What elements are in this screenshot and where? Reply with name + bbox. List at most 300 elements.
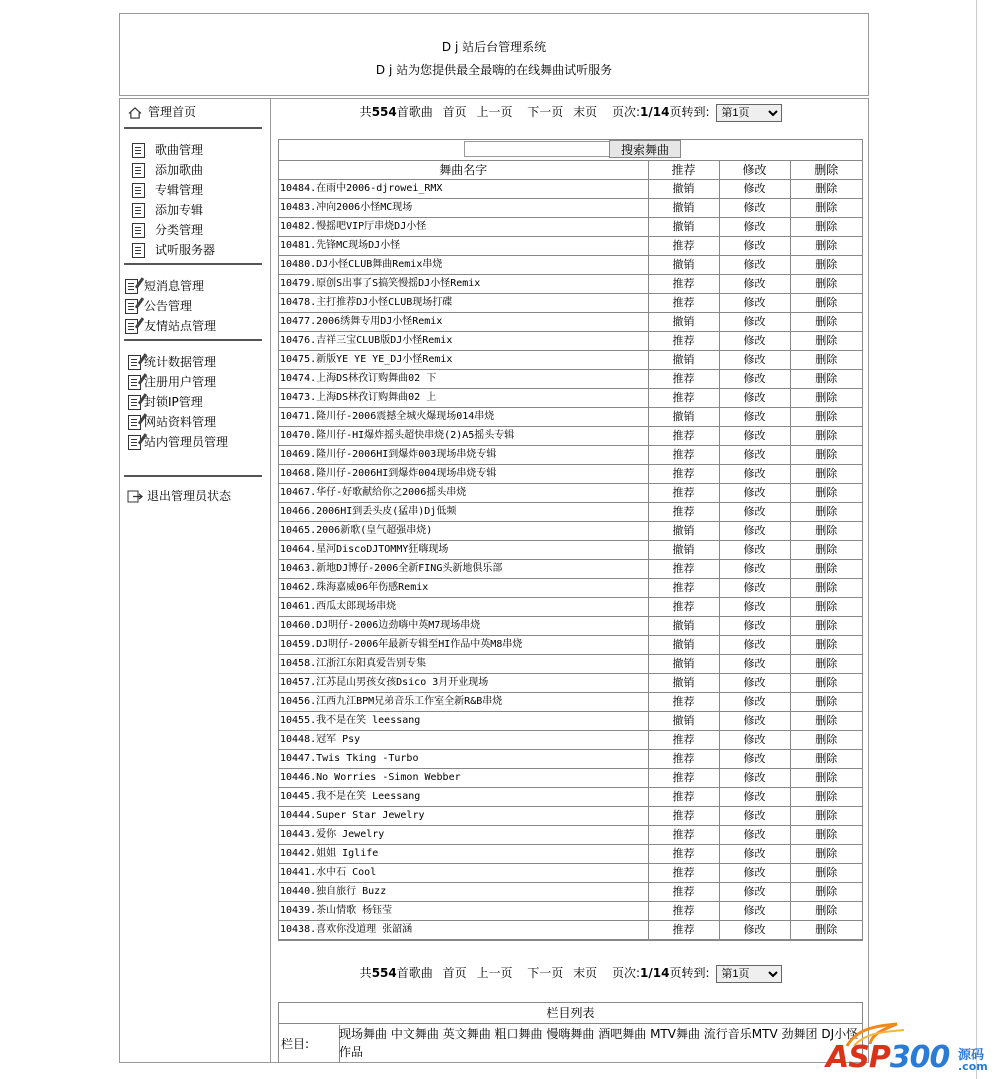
category-item[interactable]: 酒吧舞曲	[598, 1027, 647, 1041]
pager-top	[271, 103, 868, 122]
goto-label: 页转到:	[669, 966, 710, 980]
delete-link[interactable]: 删除	[790, 503, 862, 522]
song-table	[279, 161, 862, 940]
edit-link[interactable]: 修改	[719, 332, 790, 351]
sidebar-item-statistics[interactable]	[128, 353, 216, 370]
table-row	[279, 712, 862, 731]
delete-link[interactable]: 删除	[790, 807, 862, 826]
song-name-link[interactable]: 10463.新地DJ博仔-2006全新FING头新地俱乐部	[279, 560, 648, 579]
delete-link[interactable]: 删除	[790, 541, 862, 560]
table-row	[279, 218, 862, 237]
page-label: 页次:	[611, 105, 641, 119]
page-indicator	[612, 966, 710, 980]
delete-link[interactable]: 删除	[790, 750, 862, 769]
table-row	[279, 199, 862, 218]
edit-link[interactable]: 修改	[719, 883, 790, 902]
sidebar-item-label: 添加歌曲	[155, 163, 204, 177]
next-page-link[interactable]: 下一页	[527, 966, 564, 980]
document-icon	[132, 183, 145, 198]
delete-link[interactable]: 删除	[790, 256, 862, 275]
edit-link[interactable]: 修改	[719, 769, 790, 788]
page-value: 1/14	[640, 966, 670, 980]
category-item[interactable]: 中文舞曲	[390, 1027, 439, 1041]
divider	[124, 263, 262, 265]
delete-link[interactable]: 删除	[790, 693, 862, 712]
page-value: 1/14	[640, 105, 670, 119]
edit-link[interactable]: 修改	[719, 275, 790, 294]
recommend-toggle[interactable]: 撤销	[648, 256, 719, 275]
table-row	[279, 313, 862, 332]
song-name-link[interactable]: 10466.2006HI到丢头皮(猛串)Dj低频	[279, 503, 648, 522]
table-row	[279, 617, 862, 636]
search-row	[279, 140, 862, 161]
delete-link[interactable]: 删除	[790, 218, 862, 237]
table-row	[279, 408, 862, 427]
table-row	[279, 655, 862, 674]
recommend-toggle[interactable]: 推荐	[648, 503, 719, 522]
edit-link[interactable]: 修改	[719, 712, 790, 731]
song-name-link[interactable]: 10448.冠军 Psy	[279, 731, 648, 750]
table-row	[279, 560, 862, 579]
delete-link[interactable]: 删除	[790, 712, 862, 731]
category-item[interactable]: MTV舞曲	[650, 1027, 700, 1041]
search-input[interactable]	[464, 141, 610, 157]
sidebar-item-label: 添加专辑	[155, 203, 204, 217]
table-row	[279, 294, 862, 313]
delete-link[interactable]: 删除	[790, 921, 862, 940]
recommend-toggle[interactable]: 推荐	[648, 864, 719, 883]
recommend-toggle[interactable]: 撤销	[648, 351, 719, 370]
document-icon	[132, 243, 145, 258]
table-row	[279, 921, 862, 940]
divider	[124, 339, 262, 341]
recommend-toggle[interactable]: 推荐	[648, 370, 719, 389]
edit-link[interactable]: 修改	[719, 560, 790, 579]
edit-link[interactable]: 修改	[719, 826, 790, 845]
sidebar-item-announcements[interactable]	[125, 297, 192, 314]
category-item[interactable]: 粗口舞曲	[494, 1027, 543, 1041]
song-table-panel	[278, 139, 863, 941]
total-prefix: 共	[359, 105, 372, 119]
edit-link[interactable]: 修改	[719, 465, 790, 484]
logout-label: 退出管理员状态	[147, 489, 232, 503]
recommend-toggle[interactable]: 推荐	[648, 902, 719, 921]
page-indicator	[612, 105, 710, 119]
search-button[interactable]: 搜索舞曲	[609, 140, 681, 158]
song-name-link[interactable]: 10467.华仔-好歌献给你之2006摇头串烧	[279, 484, 648, 503]
edit-link[interactable]: 修改	[719, 655, 790, 674]
table-row	[279, 484, 862, 503]
recommend-toggle[interactable]: 撤销	[648, 522, 719, 541]
category-item[interactable]: 流行音乐MTV	[703, 1027, 778, 1041]
table-row	[279, 883, 862, 902]
sidebar-item-label: 公告管理	[144, 299, 193, 313]
delete-link[interactable]: 删除	[790, 579, 862, 598]
delete-link[interactable]: 删除	[790, 864, 862, 883]
column-header: 修改	[719, 161, 790, 180]
sidebar-item-label: 站内管理员管理	[144, 435, 229, 449]
song-name-link[interactable]: 10444.Super Star Jewelry	[279, 807, 648, 826]
edit-link[interactable]: 修改	[719, 674, 790, 693]
sidebar-item-add-album[interactable]	[132, 201, 203, 218]
delete-link[interactable]: 删除	[790, 351, 862, 370]
edit-document-icon	[125, 299, 138, 314]
divider	[124, 127, 262, 129]
sidebar-item-site-info[interactable]	[128, 413, 216, 430]
delete-link[interactable]: 删除	[790, 465, 862, 484]
recommend-toggle[interactable]: 撤销	[648, 674, 719, 693]
total-count	[360, 105, 433, 119]
delete-link[interactable]: 删除	[790, 427, 862, 446]
edit-link[interactable]: 修改	[719, 541, 790, 560]
table-row	[279, 503, 862, 522]
table-header-row	[279, 161, 862, 180]
delete-link[interactable]: 删除	[790, 180, 862, 199]
recommend-toggle[interactable]: 推荐	[648, 826, 719, 845]
song-name-link[interactable]: 10441.水中石 Cool	[279, 864, 648, 883]
edit-document-icon	[125, 319, 138, 334]
recommend-toggle[interactable]: 撤销	[648, 199, 719, 218]
delete-link[interactable]: 删除	[790, 370, 862, 389]
song-name-link[interactable]: 10478.主打推荐DJ小怪CLUB现场打碟	[279, 294, 648, 313]
song-name-link[interactable]: 10459.DJ明仔-2006年最新专辑至HI作品中英M8串烧	[279, 636, 648, 655]
delete-link[interactable]: 删除	[790, 769, 862, 788]
category-panel	[278, 1002, 863, 1063]
site-subtitle: D j 站为您提供最全最嗨的在线舞曲试听服务	[375, 63, 613, 77]
edit-link[interactable]: 修改	[719, 446, 790, 465]
table-row	[279, 693, 862, 712]
document-icon	[132, 203, 145, 218]
song-name-link[interactable]: 10445.我不是在笑 Leessang	[279, 788, 648, 807]
goto-label: 页转到:	[669, 105, 710, 119]
edit-link[interactable]: 修改	[719, 389, 790, 408]
sidebar-item-album-manage[interactable]	[132, 181, 203, 198]
window-edge	[976, 0, 977, 1079]
edit-link[interactable]: 修改	[719, 731, 790, 750]
song-name-link[interactable]: 10474.上海DS林孜订购舞曲02 下	[279, 370, 648, 389]
table-row	[279, 902, 862, 921]
prev-page-link[interactable]: 上一页	[476, 966, 513, 980]
edit-link[interactable]: 修改	[719, 427, 790, 446]
table-row	[279, 864, 862, 883]
recommend-toggle[interactable]: 推荐	[648, 845, 719, 864]
edit-link[interactable]: 修改	[719, 788, 790, 807]
edit-link[interactable]: 修改	[719, 864, 790, 883]
edit-link[interactable]: 修改	[719, 921, 790, 940]
category-title: 栏目列表	[279, 1003, 862, 1024]
last-page-link[interactable]: 末页	[573, 966, 598, 980]
delete-link[interactable]: 删除	[790, 332, 862, 351]
document-icon	[132, 163, 145, 178]
table-row	[279, 522, 862, 541]
next-page-link[interactable]: 下一页	[527, 105, 564, 119]
recommend-toggle[interactable]: 推荐	[648, 750, 719, 769]
delete-link[interactable]: 删除	[790, 826, 862, 845]
page-label: 页次:	[611, 966, 641, 980]
delete-link[interactable]: 删除	[790, 389, 862, 408]
sidebar-item-messages[interactable]	[125, 277, 204, 294]
song-name-link[interactable]: 10455.我不是在笑 leessang	[279, 712, 648, 731]
table-row	[279, 275, 862, 294]
song-name-link[interactable]: 10439.茶山情歌 杨钰莹	[279, 902, 648, 921]
recommend-toggle[interactable]: 推荐	[648, 484, 719, 503]
edit-link[interactable]: 修改	[719, 484, 790, 503]
column-header: 推荐	[648, 161, 719, 180]
recommend-toggle[interactable]: 推荐	[648, 389, 719, 408]
sidebar-item-label: 注册用户管理	[144, 375, 217, 389]
recommend-toggle[interactable]: 撤销	[648, 541, 719, 560]
table-row	[279, 807, 862, 826]
song-name-link[interactable]: 10443.爱你 Jewelry	[279, 826, 648, 845]
sidebar-item-add-song[interactable]	[132, 161, 203, 178]
divider	[124, 475, 262, 477]
delete-link[interactable]: 删除	[790, 655, 862, 674]
recommend-toggle[interactable]: 推荐	[648, 807, 719, 826]
sidebar-item-registered-users[interactable]	[128, 373, 216, 390]
delete-link[interactable]: 删除	[790, 617, 862, 636]
prev-page-link[interactable]: 上一页	[476, 105, 513, 119]
recommend-toggle[interactable]: 推荐	[648, 769, 719, 788]
delete-link[interactable]: 删除	[790, 731, 862, 750]
song-name-link[interactable]: 10482.慢摇吧VIP厅串烧DJ小怪	[279, 218, 648, 237]
recommend-toggle[interactable]: 撤销	[648, 636, 719, 655]
delete-link[interactable]: 删除	[790, 199, 862, 218]
table-row	[279, 389, 862, 408]
recommend-toggle[interactable]: 推荐	[648, 332, 719, 351]
delete-link[interactable]: 删除	[790, 598, 862, 617]
table-row	[279, 750, 862, 769]
table-row	[279, 446, 862, 465]
recommend-toggle[interactable]: 推荐	[648, 275, 719, 294]
edit-link[interactable]: 修改	[719, 180, 790, 199]
table-row	[279, 674, 862, 693]
recommend-toggle[interactable]: 推荐	[648, 465, 719, 484]
recommend-toggle[interactable]: 撤销	[648, 180, 719, 199]
recommend-toggle[interactable]: 撤销	[648, 218, 719, 237]
category-list	[339, 1025, 861, 1061]
edit-link[interactable]: 修改	[719, 807, 790, 826]
recommend-toggle[interactable]: 推荐	[648, 598, 719, 617]
song-name-link[interactable]: 10442.姐姐 Iglife	[279, 845, 648, 864]
home-icon	[128, 107, 142, 119]
recommend-toggle[interactable]: 撤销	[648, 408, 719, 427]
pager-bottom	[271, 964, 868, 983]
column-header: 舞曲名字	[279, 161, 648, 180]
edit-link[interactable]: 修改	[719, 256, 790, 275]
edit-link[interactable]: 修改	[719, 522, 790, 541]
sidebar-item-label: 管理首页	[148, 105, 197, 119]
recommend-toggle[interactable]: 推荐	[648, 427, 719, 446]
category-item[interactable]: 现场舞曲	[339, 1027, 388, 1041]
table-row	[279, 636, 862, 655]
pencil-icon	[128, 355, 141, 370]
edit-link[interactable]: 修改	[719, 294, 790, 313]
table-row	[279, 427, 862, 446]
table-row	[279, 788, 862, 807]
asp300-logo	[822, 1022, 990, 1077]
first-page-link[interactable]: 首页	[442, 105, 467, 119]
edit-link[interactable]: 修改	[719, 503, 790, 522]
song-name-link[interactable]: 10465.2006新歌(皇气超强串烧)	[279, 522, 648, 541]
category-item[interactable]: 劲舞团	[781, 1027, 818, 1041]
total-number: 554	[371, 966, 397, 980]
sidebar-item-friend-links[interactable]	[125, 317, 216, 334]
song-name-link[interactable]: 10484.在雨中2006-djrowei_RMX	[279, 180, 648, 199]
table-row	[279, 826, 862, 845]
first-page-link[interactable]: 首页	[442, 966, 467, 980]
song-name-link[interactable]: 10460.DJ明仔-2006边劲嗨中英M7现场串烧	[279, 617, 648, 636]
song-name-link[interactable]: 10468.隆川仔-2006HI到爆炸004现场串烧专辑	[279, 465, 648, 484]
logout-icon	[127, 490, 143, 503]
song-name-link[interactable]: 10481.先锋MC现场DJ小怪	[279, 237, 648, 256]
sidebar-item-label: 友情站点管理	[144, 319, 217, 333]
song-name-link[interactable]: 10477.2006绣舞专用DJ小怪Remix	[279, 313, 648, 332]
song-name-link[interactable]: 10471.隆川仔-2006震撼全城火爆现场014串烧	[279, 408, 648, 427]
song-name-link[interactable]: 10470.隆川仔-HI爆炸摇头超快串烧(2)A5摇头专辑	[279, 427, 648, 446]
pencil-icon	[128, 415, 141, 430]
delete-link[interactable]: 删除	[790, 446, 862, 465]
sidebar-item-label: 封锁IP管理	[144, 395, 203, 409]
edit-link[interactable]: 修改	[719, 199, 790, 218]
sidebar-item-block-ip[interactable]	[128, 393, 203, 410]
edit-link[interactable]: 修改	[719, 636, 790, 655]
logo-com: .com	[958, 1060, 988, 1073]
song-name-link[interactable]: 10479.原创S出事了S搞笑慢摇DJ小怪Remix	[279, 275, 648, 294]
document-icon	[132, 143, 145, 158]
sidebar-item-song-manage[interactable]	[132, 141, 203, 158]
recommend-toggle[interactable]: 推荐	[648, 237, 719, 256]
delete-link[interactable]: 删除	[790, 788, 862, 807]
goto-page-select[interactable]	[716, 104, 782, 122]
column-header: 删除	[790, 161, 862, 180]
delete-link[interactable]: 删除	[790, 275, 862, 294]
song-name-link[interactable]: 10480.DJ小怪CLUB舞曲Remix串烧	[279, 256, 648, 275]
song-name-link[interactable]: 10469.隆川仔-2006HI到爆炸003现场串烧专辑	[279, 446, 648, 465]
song-name-link[interactable]: 10464.星河DiscoDJTOMMY狂嗨现场	[279, 541, 648, 560]
table-row	[279, 332, 862, 351]
edit-link[interactable]: 修改	[719, 750, 790, 769]
recommend-toggle[interactable]: 推荐	[648, 294, 719, 313]
song-name-link[interactable]: 10458.江浙江东阳真爱告别专集	[279, 655, 648, 674]
delete-link[interactable]: 删除	[790, 560, 862, 579]
edit-link[interactable]: 修改	[719, 598, 790, 617]
sidebar-item-label: 歌曲管理	[155, 143, 204, 157]
table-row	[279, 237, 862, 256]
header-panel	[119, 13, 869, 96]
delete-link[interactable]: 删除	[790, 408, 862, 427]
sidebar-item-label: 短消息管理	[144, 279, 205, 293]
edit-link[interactable]: 修改	[719, 370, 790, 389]
category-item[interactable]: 慢嗨舞曲	[546, 1027, 595, 1041]
table-row	[279, 351, 862, 370]
delete-link[interactable]: 删除	[790, 845, 862, 864]
song-name-link[interactable]: 10438.喜欢你没道理 张韶涵	[279, 921, 648, 940]
song-name-link[interactable]: 10456.江西九江BPM兄弟音乐工作室全新R&B串烧	[279, 693, 648, 712]
edit-link[interactable]: 修改	[719, 218, 790, 237]
edit-link[interactable]: 修改	[719, 351, 790, 370]
delete-link[interactable]: 删除	[790, 237, 862, 256]
edit-link[interactable]: 修改	[719, 408, 790, 427]
delete-link[interactable]: 删除	[790, 674, 862, 693]
song-name-link[interactable]: 10461.西瓜太郎现场串烧	[279, 598, 648, 617]
recommend-toggle[interactable]: 推荐	[648, 579, 719, 598]
last-page-link[interactable]: 末页	[573, 105, 598, 119]
song-name-link[interactable]: 10457.江苏昆山男孩女孩Dsico 3月开业现场	[279, 674, 648, 693]
song-name-link[interactable]: 10476.吉祥三宝CLUB版DJ小怪Remix	[279, 332, 648, 351]
song-name-link[interactable]: 10447.Twis Tking -Turbo	[279, 750, 648, 769]
table-row	[279, 465, 862, 484]
delete-link[interactable]: 删除	[790, 902, 862, 921]
recommend-toggle[interactable]: 推荐	[648, 560, 719, 579]
table-row	[279, 769, 862, 788]
edit-link[interactable]: 修改	[719, 845, 790, 864]
recommend-toggle[interactable]: 推荐	[648, 788, 719, 807]
edit-link[interactable]: 修改	[719, 579, 790, 598]
song-name-link[interactable]: 10446.No Worries -Simon Webber	[279, 769, 648, 788]
table-row	[279, 541, 862, 560]
song-name-link[interactable]: 10440.独自旅行 Buzz	[279, 883, 648, 902]
recommend-toggle[interactable]: 推荐	[648, 731, 719, 750]
table-row	[279, 731, 862, 750]
edit-link[interactable]: 修改	[719, 693, 790, 712]
delete-link[interactable]: 删除	[790, 294, 862, 313]
category-item[interactable]: 英文舞曲	[442, 1027, 491, 1041]
logout-link[interactable]	[127, 487, 231, 504]
edit-link[interactable]: 修改	[719, 617, 790, 636]
edit-link[interactable]: 修改	[719, 313, 790, 332]
delete-link[interactable]: 删除	[790, 636, 862, 655]
recommend-toggle[interactable]: 撤销	[648, 617, 719, 636]
song-name-link[interactable]: 10462.珠海嘉威06年伤感Remix	[279, 579, 648, 598]
recommend-toggle[interactable]: 推荐	[648, 883, 719, 902]
site-title: D j 站后台管理系统	[441, 40, 547, 54]
table-row	[279, 579, 862, 598]
recommend-toggle[interactable]: 推荐	[648, 446, 719, 465]
recommend-toggle[interactable]: 推荐	[648, 693, 719, 712]
edit-link[interactable]: 修改	[719, 237, 790, 256]
goto-page-select[interactable]	[716, 965, 782, 983]
delete-link[interactable]: 删除	[790, 484, 862, 503]
sidebar-item-label: 试听服务器	[155, 243, 216, 257]
sidebar-item-label: 分类管理	[155, 223, 204, 237]
sidebar-item-preview-server[interactable]	[132, 241, 215, 258]
category-label: 栏目:	[279, 1025, 340, 1063]
category-item[interactable]: DJ小怪作品	[339, 1027, 859, 1059]
sidebar-item-label: 网站资料管理	[144, 415, 217, 429]
delete-link[interactable]: 删除	[790, 522, 862, 541]
pencil-icon	[128, 435, 141, 450]
logo-cn: 源码	[958, 1048, 985, 1063]
table-row	[279, 256, 862, 275]
delete-link[interactable]: 删除	[790, 313, 862, 332]
recommend-toggle[interactable]: 撤销	[648, 712, 719, 731]
total-prefix: 共	[359, 966, 372, 980]
sidebar-item-category-manage[interactable]	[132, 221, 203, 238]
recommend-toggle[interactable]: 撤销	[648, 655, 719, 674]
recommend-toggle[interactable]: 撤销	[648, 313, 719, 332]
sidebar-item-label: 统计数据管理	[144, 355, 217, 369]
main-panel	[270, 98, 869, 1063]
delete-link[interactable]: 删除	[790, 883, 862, 902]
song-name-link[interactable]: 10475.新版YE YE YE_DJ小怪Remix	[279, 351, 648, 370]
table-row	[279, 845, 862, 864]
song-name-link[interactable]: 10483.冲向2006小怪MC现场	[279, 199, 648, 218]
recommend-toggle[interactable]: 推荐	[648, 921, 719, 940]
sidebar-item-admins[interactable]	[128, 433, 228, 450]
song-name-link[interactable]: 10473.上海DS林孜订购舞曲02 上	[279, 389, 648, 408]
sidebar-item-home[interactable]	[128, 103, 196, 120]
edit-link[interactable]: 修改	[719, 902, 790, 921]
